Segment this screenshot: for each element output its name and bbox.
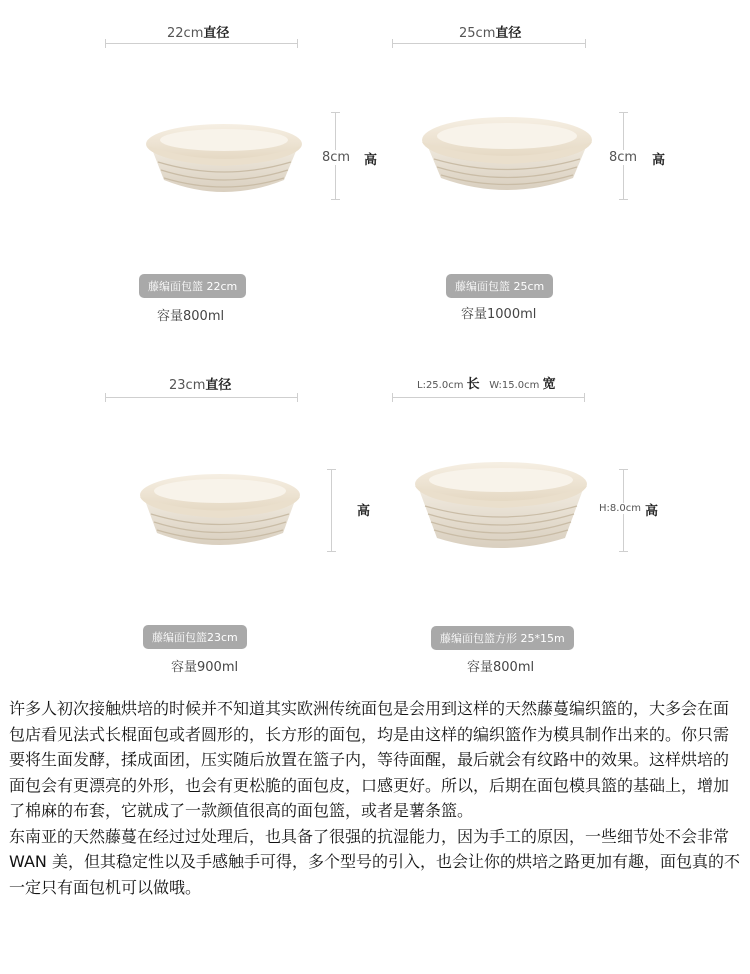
height-word: 高 [364,153,378,168]
height-value: H:8.0cm [599,503,642,514]
capacity-text: 容量800ml [157,309,225,324]
product-tag: 藤编面包篮23cm [143,625,247,649]
height-word: 高 [652,153,666,168]
capacity-text: 容量900ml [171,660,239,675]
description-paragraph: 许多人初次接触烘培的时候并不知道其实欧洲传统面包是会用到这样的天然藤蔓编织篮的，大多会在面包店看见法式长棍面包或者圆形的，长方形的面包，均是由这样的编织篮作为模具制作出来的。你只需要将生面发酵，揉成面团，压实随后放置在篮子内，等待面醒，最后就会有纹路中的效果。这样烘培的面包会有更漂亮的外形，也会有更松脆的面包皮，口感更好。所以，后期在面包模具篮的基础上，增加了棉麻的布套，它就成了一款颜值很高的面包篮，或者是薯条篮。 [9,699,730,820]
length-width-label: L:25.0cm 长 W:15.0cm 宽 [411,373,562,392]
length-width-dimension-line [392,397,585,398]
diameter-label: 23cm直径 [163,374,237,393]
basket-image [135,461,305,553]
product-tag: 藤编面包篮 25cm [446,274,553,298]
product-card-25cm [375,0,750,345]
height-value: 8cm [609,150,638,165]
basket-image [413,458,589,554]
product-tag: 藤编面包篮方形 25*15m [431,626,574,650]
capacity-text: 容量800ml [467,660,535,675]
height-dimension-line [331,469,332,552]
basket-image [417,104,597,199]
diameter-dimension-line [105,397,298,398]
product-card-23cm [0,345,375,690]
description-paragraph: 东南亚的天然藤蔓在经过过处理后，也具备了很强的抗湿能力，因为手工的原因，一些细节处不会非常WAN 美，但其稳定性以及手感触手可得，多个型号的引入，也会让你的烘培之路更加有趣，面包真的不一定只有面包机可以做哦。 [9,826,740,897]
capacity-text: 容量1000ml [461,307,537,322]
height-word: 高 [357,504,371,519]
diameter-label: 25cm直径 [453,22,527,41]
diameter-dimension-line [105,43,298,44]
product-card-oval-25x15 [375,345,750,690]
product-card-22cm [0,0,378,345]
product-tag: 藤编面包篮 22cm [139,274,246,298]
diameter-dimension-line [392,43,586,44]
basket-image [142,110,307,200]
height-value: 8cm [322,150,351,165]
height-word: 高 [645,504,659,519]
description-text [9,696,741,900]
diameter-label: 22cm直径 [161,22,235,41]
